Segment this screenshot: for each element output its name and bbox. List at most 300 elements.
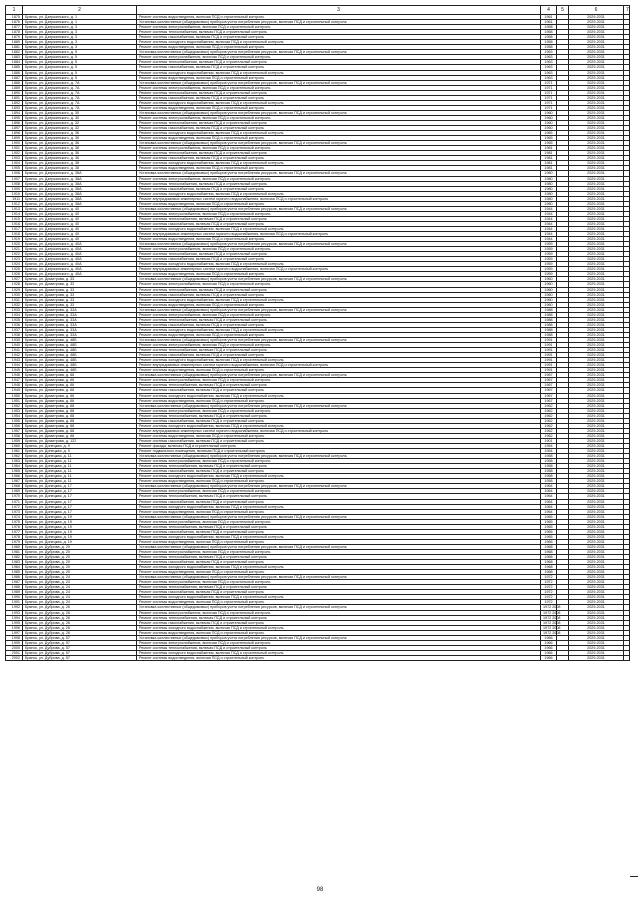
year-cell: 1964	[541, 489, 557, 494]
address-cell: Брянск, ул. Димитрова, д. 33А	[23, 307, 137, 312]
address-cell: Брянск, ул. Дзержинского, д. 36	[23, 131, 137, 136]
work-type-cell: Ремонт системы холодного водоснабжения, включая ПСД и строительный контроль	[137, 191, 541, 196]
work-type-cell: Ремонт внутридомовых инженерных систем горячего водоснабжения, включая ПСД и строительный контроль	[137, 196, 541, 201]
row-number-cell: 1974	[6, 514, 23, 519]
row-number-cell: 1882	[6, 50, 23, 55]
year-cell: 1962	[541, 403, 557, 408]
address-cell: Брянск, ул. Дзержинского, д. 40А	[23, 262, 137, 267]
row-number-cell: 1904	[6, 161, 23, 166]
year-cell: 1968	[541, 544, 557, 549]
year-cell: 1972 2008	[541, 620, 557, 625]
row-number-cell: 1975	[6, 519, 23, 524]
address-cell: Брянск, ул. Дзержинского, д. 38А	[23, 191, 137, 196]
row-number-cell: 1992	[6, 605, 23, 610]
period-cell: 2029-2031	[569, 302, 624, 307]
year-cell: 1960	[541, 110, 557, 115]
work-type-cell: Установка коллективных (общедомовых) приборов учета потребления ресурсов, включая ПСД и строительный контроль	[137, 403, 541, 408]
period-cell: 2029-2031	[569, 45, 624, 50]
address-cell: Брянск, ул. Дзержинского, д. 3	[23, 35, 137, 40]
period-cell: 2029-2031	[569, 610, 624, 615]
row-number-cell: 1884	[6, 60, 23, 65]
row-number-cell: 1947	[6, 378, 23, 383]
year-cell: 1960	[541, 120, 557, 125]
work-type-cell: Ремонт системы газоснабжения, включая ПСД и строительный контроль	[137, 469, 541, 474]
year-cell: 1962	[541, 428, 557, 433]
row-number-cell: 1907	[6, 176, 23, 181]
address-cell: Брянск, ул. Димитрова, д. 33	[23, 292, 137, 297]
row-number-cell: 2001	[6, 650, 23, 655]
row-number-cell: 1962	[6, 454, 23, 459]
year-cell: 1960	[541, 292, 557, 297]
address-cell: Брянск, ул. Дзержинского, д. 7А	[23, 100, 137, 105]
year-cell: 1972	[541, 585, 557, 590]
address-cell: Брянск, ул. Дуброва, д. 24	[23, 575, 137, 580]
work-type-cell: Ремонт системы холодного водоснабжения, включая ПСД и строительный контроль	[137, 40, 541, 45]
work-type-cell: Ремонт системы водоотведения, включая ПСД и строительный контроль	[137, 539, 541, 544]
year-cell: 1966	[541, 635, 557, 640]
address-cell: Брянск, ул. Донецкая, д. 19	[23, 524, 137, 529]
address-cell: Брянск, ул. Дуброва, д. 26	[23, 615, 137, 620]
period-cell: 2029-2031	[569, 408, 624, 413]
period-cell: 2029-2031	[569, 332, 624, 337]
work-type-cell: Ремонт системы электроснабжения, включая ПСД и строительный контроль	[137, 489, 541, 494]
work-type-cell: Ремонт внутридомовых инженерных систем горячего водоснабжения, включая ПСД и строительный контроль	[137, 232, 541, 237]
year-cell: 1966	[541, 650, 557, 655]
work-type-cell: Ремонт системы водоотведения, включая ПСД и строительный контроль	[137, 45, 541, 50]
work-type-cell: Ремонт системы холодного водоснабжения, включая ПСД и строительный контроль	[137, 595, 541, 600]
address-cell: Брянск, ул. Дзержинского, д. 38А	[23, 186, 137, 191]
period-cell: 2029-2031	[569, 242, 624, 247]
address-cell: Брянск, ул. Дуброва, д. 20	[23, 549, 137, 554]
work-type-cell: Ремонт системы теплоснабжения, включая ПСД и строительный контроль	[137, 524, 541, 529]
row-number-cell: 1928	[6, 282, 23, 287]
row-number-cell: 1995	[6, 620, 23, 625]
address-cell: Брянск, ул. Дуброва, д. 24	[23, 600, 137, 605]
period-cell: 2029-2031	[569, 95, 624, 100]
address-cell: Брянск, ул. Дзержинского, д. 36	[23, 136, 137, 141]
work-type-cell: Ремонт системы электроснабжения, включая ПСД и строительный контроль	[137, 176, 541, 181]
year-cell: 1964	[541, 484, 557, 489]
row-number-cell: 1893	[6, 105, 23, 110]
row-number-cell: 1897	[6, 126, 23, 131]
year-cell: 1972	[541, 580, 557, 585]
period-cell: 2029-2031	[569, 484, 624, 489]
year-cell: 1944	[541, 221, 557, 226]
year-cell: 1991	[541, 358, 557, 363]
period-cell: 2029-2031	[569, 449, 624, 454]
period-cell: 2029-2031	[569, 267, 624, 272]
address-cell: Брянск, ул. Дзержинского, д. 7А	[23, 95, 137, 100]
period-cell: 2029-2031	[569, 413, 624, 418]
address-cell: Брянск, ул. Дзержинского, д. 36	[23, 146, 137, 151]
row-number-cell: 1911	[6, 196, 23, 201]
work-type-cell: Ремонт системы электроснабжения, включая ПСД и строительный контроль	[137, 312, 541, 317]
address-cell: Брянск, ул. Донецкая, д. 19	[23, 529, 137, 534]
work-type-cell: Ремонт системы электроснабжения, включая ПСД и строительный контроль	[137, 459, 541, 464]
period-cell: 2029-2031	[569, 85, 624, 90]
period-cell: 2029-2031	[569, 131, 624, 136]
year-cell: 1944	[541, 226, 557, 231]
year-cell: 1965	[541, 131, 557, 136]
year-cell: 1972 2008	[541, 610, 557, 615]
work-type-cell: Ремонт системы газоснабжения, включая ПСД и строительный контроль	[137, 388, 541, 393]
address-cell: Брянск, ул. Дуброва, д. 26	[23, 610, 137, 615]
year-cell: 1958	[541, 45, 557, 50]
address-cell: Брянск, ул. Димитрова, д. 33А	[23, 322, 137, 327]
address-cell: Брянск, ул. Димитрова, д. 33А	[23, 332, 137, 337]
work-type-cell: Ремонт системы водоотведения, включая ПСД и строительный контроль	[137, 630, 541, 635]
year-cell: 1959	[541, 267, 557, 272]
address-cell: Брянск, ул. Дзержинского, д. 7А	[23, 85, 137, 90]
address-cell: Брянск, ул. Дзержинского, д. 38	[23, 166, 137, 171]
row-number-cell: 1990	[6, 595, 23, 600]
period-cell: 2029-2031	[569, 620, 624, 625]
period-cell: 2029-2031	[569, 585, 624, 590]
period-cell: 2029-2031	[569, 327, 624, 332]
work-type-cell: Установка коллективных (общедомовых) приборов учета потребления ресурсов, включая ПСД и строительный контроль	[137, 454, 541, 459]
period-cell: 2029-2031	[569, 136, 624, 141]
work-type-cell: Ремонт системы газоснабжения, включая ПСД и строительный контроль	[137, 353, 541, 358]
row-number-cell: 2002	[6, 655, 23, 660]
row-number-cell: 1881	[6, 45, 23, 50]
period-cell: 2029-2031	[569, 514, 624, 519]
row-number-cell: 1927	[6, 277, 23, 282]
year-cell: 1959	[541, 252, 557, 257]
work-type-cell: Установка коллективных (общедомовых) приборов учета потребления ресурсов, включая ПСД и строительный контроль	[137, 20, 541, 25]
year-cell: 1991	[541, 348, 557, 353]
period-cell: 2029-2031	[569, 35, 624, 40]
address-cell: Брянск, ул. Димитрова, д. 48Б	[23, 343, 137, 348]
address-cell: Брянск, ул. Донецкая, д. 19	[23, 514, 137, 519]
year-cell: 1968	[541, 549, 557, 554]
work-type-cell: Ремонт системы теплоснабжения, включая ПСД и строительный контроль	[137, 30, 541, 35]
period-cell: 2029-2031	[569, 388, 624, 393]
work-type-cell: Ремонт системы теплоснабжения, включая ПСД и строительный контроль	[137, 615, 541, 620]
row-number-cell: 1971	[6, 499, 23, 504]
row-number-cell: 1920	[6, 242, 23, 247]
margin-mark	[630, 876, 638, 877]
work-type-cell: Ремонт системы теплоснабжения, включая ПСД и строительный контроль	[137, 252, 541, 257]
work-type-cell: Ремонт системы электроснабжения, включая ПСД и строительный контроль	[137, 282, 541, 287]
year-cell: 1958	[541, 459, 557, 464]
work-type-cell: Установка коллективных (общедомовых) приборов учета потребления ресурсов, включая ПСД и строительный контроль	[137, 338, 541, 343]
row-number-cell: 1994	[6, 615, 23, 620]
period-cell: 2029-2031	[569, 645, 624, 650]
work-type-cell: Ремонт системы газоснабжения, включая ПСД и строительный контроль	[137, 438, 541, 443]
work-type-cell: Ремонт системы газоснабжения, включая ПСД и строительный контроль	[137, 126, 541, 131]
period-cell: 2029-2031	[569, 237, 624, 242]
year-cell: 1972 2008	[541, 625, 557, 630]
address-cell: Брянск, ул. Донецкая, д. 17	[23, 509, 137, 514]
work-type-cell: Ремонт системы электроснабжения, включая ПСД и строительный контроль	[137, 640, 541, 645]
year-cell: 1962	[541, 423, 557, 428]
year-cell: 1959	[541, 257, 557, 262]
year-cell: 1980	[541, 191, 557, 196]
table-header-row	[6, 6, 630, 15]
work-type-cell: Ремонт системы газоснабжения, включая ПСД и строительный контроль	[137, 65, 541, 70]
address-cell: Брянск, ул. Дзержинского, д. 5	[23, 50, 137, 55]
work-type-cell: Ремонт системы газоснабжения, включая ПСД и строительный контроль	[137, 95, 541, 100]
year-cell: 1954	[541, 443, 557, 448]
year-cell: 1960	[541, 115, 557, 120]
address-cell: Брянск, ул. Дуброва, д. 57	[23, 640, 137, 645]
address-cell: Брянск, ул. Дуброва, д. 20	[23, 555, 137, 560]
period-cell: 2029-2031	[569, 55, 624, 60]
year-cell: 1968	[541, 555, 557, 560]
work-type-cell: Ремонт системы электроснабжения, включая ПСД и строительный контроль	[137, 85, 541, 90]
work-type-cell: Ремонт системы теплоснабжения, включая ПСД и строительный контроль	[137, 317, 541, 322]
work-type-cell: Ремонт системы холодного водоснабжения, включая ПСД и строительный контроль	[137, 358, 541, 363]
year-cell: 1966	[541, 645, 557, 650]
year-cell: 1980	[541, 171, 557, 176]
row-number-cell: 1966	[6, 474, 23, 479]
address-cell: Брянск, ул. Дзержинского, д. 36	[23, 141, 137, 146]
column-header-7: 7	[624, 6, 630, 15]
row-number-cell: 1989	[6, 590, 23, 595]
row-number-cell: 1983	[6, 560, 23, 565]
address-cell: Брянск, ул. Дуброва, д. 20	[23, 560, 137, 565]
row-number-cell: 1905	[6, 166, 23, 171]
work-type-cell: Установка коллективных (общедомовых) приборов учета потребления ресурсов, включая ПСД и строительный контроль	[137, 373, 541, 378]
work-type-cell: Ремонт системы водоотведения, включая ПСД и строительный контроль	[137, 655, 541, 660]
address-cell: Брянск, ул. Дзержинского, д. 36	[23, 151, 137, 156]
row-number-cell: 1972	[6, 504, 23, 509]
year-cell: 1964	[541, 509, 557, 514]
year-cell: 1963	[541, 75, 557, 80]
period-cell: 2029-2031	[569, 348, 624, 353]
address-cell: Брянск, ул. Донецкая, д. 19	[23, 539, 137, 544]
row-number-cell: 1993	[6, 610, 23, 615]
period-cell: 2029-2031	[569, 287, 624, 292]
address-cell: Брянск, ул. Дзержинского, д. 40А	[23, 272, 137, 277]
period-cell: 2029-2031	[569, 544, 624, 549]
address-cell: Брянск, ул. Дуброва, д. 20	[23, 565, 137, 570]
work-type-cell: Ремонт внутридомовых инженерных систем горячего водоснабжения, включая ПСД и строительный контроль	[137, 267, 541, 272]
row-number-cell: 1977	[6, 529, 23, 534]
work-type-cell: Ремонт системы электроснабжения, включая ПСД и строительный контроль	[137, 55, 541, 60]
work-type-cell: Ремонт системы газоснабжения, включая ПСД и строительный контроль	[137, 499, 541, 504]
row-number-cell: 1892	[6, 100, 23, 105]
column-header-4: 4	[541, 6, 557, 15]
work-type-cell: Ремонт системы водоотведения, включая ПСД и строительный контроль	[137, 398, 541, 403]
row-number-cell: 1946	[6, 373, 23, 378]
address-cell: Брянск, ул. Димитрова, д. 33А	[23, 327, 137, 332]
period-cell: 2029-2031	[569, 423, 624, 428]
address-cell: Брянск, ул. Дзержинского, д. 40А	[23, 267, 137, 272]
row-number-cell: 1996	[6, 625, 23, 630]
period-cell: 2029-2031	[569, 232, 624, 237]
work-type-cell: Ремонт системы теплоснабжения, включая ПСД и строительный контроль	[137, 383, 541, 388]
period-cell: 2029-2031	[569, 252, 624, 257]
year-cell: 1971	[541, 95, 557, 100]
row-number-cell: 1970	[6, 494, 23, 499]
year-cell: 1960	[541, 277, 557, 282]
row-number-cell: 1944	[6, 363, 23, 368]
row-number-cell: 1895	[6, 115, 23, 120]
address-cell: Брянск, ул. Дзержинского, д. 3	[23, 30, 137, 35]
year-cell: 1988	[541, 312, 557, 317]
year-cell: 1961	[541, 15, 557, 20]
period-cell: 2029-2031	[569, 504, 624, 509]
address-cell: Брянск, ул. Димитрова, д. 66	[23, 393, 137, 398]
year-cell: 1971	[541, 80, 557, 85]
work-type-cell: Установка коллективных (общедомовых) приборов учета потребления ресурсов, включая ПСД и строительный контроль	[137, 635, 541, 640]
address-cell: Брянск, ул. Дзержинского, д. 5	[23, 60, 137, 65]
work-type-cell: Ремонт системы холодного водоснабжения, включая ПСД и строительный контроль	[137, 131, 541, 136]
address-cell: Брянск, ул. Дуброва, д. 57	[23, 635, 137, 640]
row-number-cell: 1951	[6, 398, 23, 403]
year-cell: 1968	[541, 565, 557, 570]
work-type-cell: Ремонт системы газоснабжения, включая ПСД и строительный контроль	[137, 156, 541, 161]
period-cell: 2029-2031	[569, 595, 624, 600]
year-cell: 1963	[541, 55, 557, 60]
row-number-cell: 1921	[6, 247, 23, 252]
work-type-cell: Установка коллективных (общедомовых) приборов учета потребления ресурсов, включая ПСД и строительный контроль	[137, 307, 541, 312]
row-number-cell: 1943	[6, 358, 23, 363]
row-number-cell: 1879	[6, 35, 23, 40]
year-cell: 1971	[541, 105, 557, 110]
address-cell: Брянск, ул. Дзержинского, д. 3	[23, 40, 137, 45]
row-number-cell: 1925	[6, 267, 23, 272]
address-cell: Брянск, ул. Дзержинского, д. 32	[23, 120, 137, 125]
address-cell: Брянск, ул. Дзержинского, д. 1	[23, 15, 137, 20]
work-type-cell: Ремонт системы водоотведения, включая ПСД и строительный контроль	[137, 570, 541, 575]
row-number-cell: 1960	[6, 443, 23, 448]
work-type-cell: Ремонт системы газоснабжения, включая ПСД и строительный контроль	[137, 620, 541, 625]
address-cell: Брянск, ул. Дзержинского, д. 40	[23, 226, 137, 231]
period-cell: 2029-2031	[569, 100, 624, 105]
row-number-cell: 1968	[6, 484, 23, 489]
year-cell: 1960	[541, 297, 557, 302]
period-cell: 2029-2031	[569, 570, 624, 575]
row-number-cell: 1979	[6, 539, 23, 544]
work-type-cell: Ремонт системы холодного водоснабжения, включая ПСД и строительный контроль	[137, 161, 541, 166]
period-cell: 2029-2031	[569, 555, 624, 560]
address-cell: Брянск, ул. Донецкая, д. 11	[23, 479, 137, 484]
row-number-cell: 1885	[6, 65, 23, 70]
address-cell: Брянск, ул. Дуброва, д. 57	[23, 655, 137, 660]
work-type-cell: Установка коллективных (общедомовых) приборов учета потребления ресурсов, включая ПСД и строительный контроль	[137, 171, 541, 176]
table-body	[6, 15, 630, 661]
address-cell: Брянск, ул. Димитрова, д. 48Б	[23, 353, 137, 358]
address-cell: Брянск, ул. Дзержинского, д. 5	[23, 55, 137, 60]
address-cell: Брянск, ул. Дзержинского, д. 3	[23, 25, 137, 30]
work-type-cell: Ремонт системы теплоснабжения, включая ПСД и строительный контроль	[137, 413, 541, 418]
row-number-cell: 1986	[6, 575, 23, 580]
period-cell: 2029-2031	[569, 292, 624, 297]
period-cell: 2029-2031	[569, 398, 624, 403]
row-number-cell: 1980	[6, 544, 23, 549]
work-type-cell: Ремонт системы водоотведения, включая ПСД и строительный контроль	[137, 15, 541, 20]
row-number-cell: 1982	[6, 555, 23, 560]
address-cell: Брянск, ул. Дзержинского, д. 38А	[23, 176, 137, 181]
year-cell: 1980	[541, 181, 557, 186]
row-number-cell: 1955	[6, 418, 23, 423]
period-cell: 2029-2031	[569, 40, 624, 45]
year-cell: 1963	[541, 50, 557, 55]
address-cell: Брянск, ул. Дзержинского, д. 38	[23, 161, 137, 166]
row-number-cell: 1958	[6, 433, 23, 438]
address-cell: Брянск, ул. Димитрова, д. 48Б	[23, 368, 137, 373]
period-cell: 2029-2031	[569, 20, 624, 25]
period-cell: 2029-2031	[569, 418, 624, 423]
work-type-cell: Ремонт системы водоотведения, включая ПСД и строительный контроль	[137, 368, 541, 373]
period-cell: 2029-2031	[569, 489, 624, 494]
row-number-cell: 1954	[6, 413, 23, 418]
period-cell: 2029-2031	[569, 625, 624, 630]
period-cell: 2029-2031	[569, 529, 624, 534]
year-cell: 1944	[541, 232, 557, 237]
address-cell: Брянск, ул. Димитрова, д. 33	[23, 297, 137, 302]
year-cell: 1965	[541, 141, 557, 146]
address-cell: Брянск, ул. Димитрова, д. 48Б	[23, 338, 137, 343]
work-type-cell: Ремонт системы теплоснабжения, включая ПСД и строительный контроль	[137, 645, 541, 650]
row-number-cell: 1978	[6, 534, 23, 539]
year-cell: 1959	[541, 242, 557, 247]
row-number-cell: 1926	[6, 272, 23, 277]
period-cell: 2029-2031	[569, 262, 624, 267]
year-cell: 1944	[541, 211, 557, 216]
work-type-cell: Ремонт системы водоотведения, включая ПСД и строительный контроль	[137, 272, 541, 277]
work-type-cell: Ремонт системы водоотведения, включая ПСД и строительный контроль	[137, 433, 541, 438]
year-cell: 1963	[541, 70, 557, 75]
year-cell: 1971	[541, 100, 557, 105]
year-cell: 1964	[541, 504, 557, 509]
address-cell: Брянск, ул. Дзержинского, д. 30	[23, 110, 137, 115]
capital-repair-table	[5, 5, 630, 661]
address-cell: Брянск, ул. Донецкая, д. 17	[23, 504, 137, 509]
period-cell: 2029-2031	[569, 469, 624, 474]
period-cell: 2029-2031	[569, 156, 624, 161]
year-cell: 1960	[541, 302, 557, 307]
work-type-cell: Ремонт системы электроснабжения, включая ПСД и строительный контроль	[137, 610, 541, 615]
address-cell: Брянск, ул. Дзержинского, д. 5	[23, 65, 137, 70]
period-cell: 2029-2031	[569, 615, 624, 620]
work-type-cell: Ремонт системы теплоснабжения, включая ПСД и строительный контроль	[137, 90, 541, 95]
address-cell: Брянск, ул. Дуброва, д. 26	[23, 620, 137, 625]
year-cell: 1968	[541, 570, 557, 575]
row-number-cell: 1961	[6, 449, 23, 454]
work-type-cell: Ремонт системы водоотведения, включая ПСД и строительный контроль	[137, 75, 541, 80]
work-type-cell: Ремонт системы электроснабжения, включая ПСД и строительный контроль	[137, 378, 541, 383]
address-cell: Брянск, ул. Дзержинского, д. 40	[23, 206, 137, 211]
address-cell: Брянск, ул. Донецкая, д. 17	[23, 489, 137, 494]
work-type-cell: Ремонт системы электроснабжения, включая ПСД и строительный контроль	[137, 580, 541, 585]
document-page	[5, 5, 629, 883]
period-cell: 2029-2031	[569, 277, 624, 282]
year-cell: 1972	[541, 575, 557, 580]
year-cell: 1959	[541, 262, 557, 267]
period-cell: 2029-2031	[569, 65, 624, 70]
row-number-cell: 1940	[6, 343, 23, 348]
period-cell: 2029-2031	[569, 90, 624, 95]
address-cell: Брянск, ул. Донецкая, д. 17	[23, 494, 137, 499]
period-cell: 2029-2031	[569, 464, 624, 469]
row-number-cell: 2000	[6, 645, 23, 650]
row-number-cell: 1948	[6, 383, 23, 388]
period-cell: 2029-2031	[569, 15, 624, 20]
year-cell: 1981	[541, 166, 557, 171]
year-cell: 1961	[541, 20, 557, 25]
year-cell: 1971	[541, 90, 557, 95]
period-cell: 2029-2031	[569, 358, 624, 363]
table-row	[6, 655, 630, 660]
row-number-cell: 1908	[6, 181, 23, 186]
work-type-cell: Установка коллективных (общедомовых) приборов учета потребления ресурсов, включая ПСД и строительный контроль	[137, 277, 541, 282]
page-number: 98	[316, 887, 324, 893]
work-type-cell: Установка коллективных (общедомовых) приборов учета потребления ресурсов, включая ПСД и строительный контроль	[137, 141, 541, 146]
work-type-cell: Ремонт внутридомовых инженерных систем горячего водоснабжения, включая ПСД и строительный контроль	[137, 363, 541, 368]
